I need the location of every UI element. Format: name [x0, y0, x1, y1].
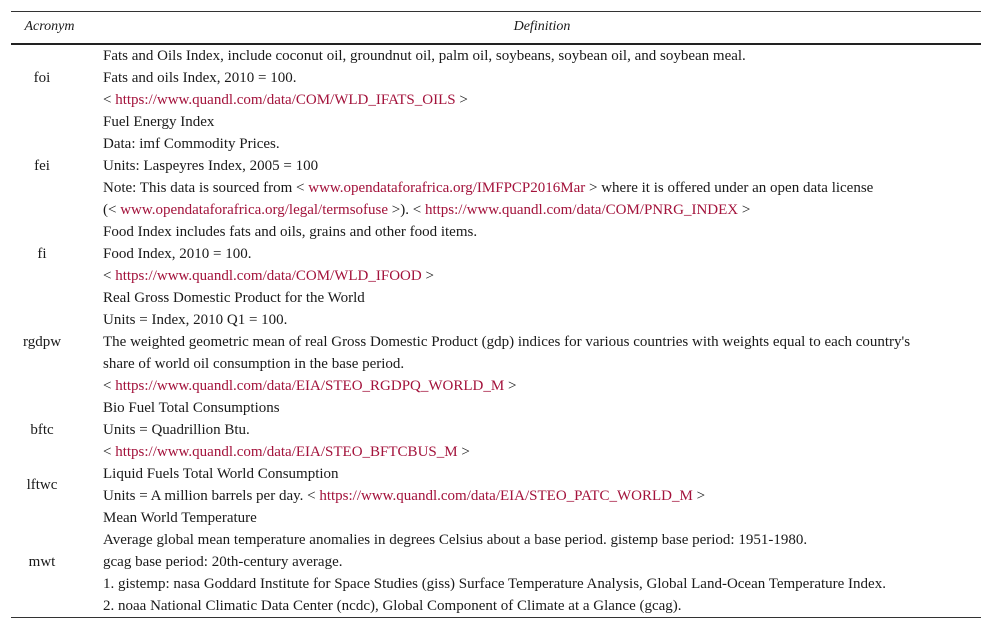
- definition-text: >: [692, 488, 706, 504]
- definition-line: [103, 133, 981, 155]
- url-link[interactable]: https://www.quandl.com/data/COM/WLD_IFATS_OILS: [115, 92, 456, 108]
- header-definition: Definition: [513, 19, 571, 34]
- url-link[interactable]: https://www.quandl.com/data/EIA/STEO_RGDPQ_WORLD_M: [115, 378, 505, 394]
- definition-cell: [103, 397, 981, 463]
- definition-text: Real Gross Domestic Product for the World: [103, 290, 365, 306]
- definition-line: [103, 331, 981, 353]
- definition-text: Mean World Temperature: [103, 510, 257, 526]
- definition-text: > where it is offered under an open data license: [585, 180, 874, 196]
- definition-text: Food Index includes fats and oils, grains and other food items.: [103, 224, 478, 240]
- table-row: [11, 111, 981, 221]
- definition-text: Fats and oils Index, 2010 = 100.: [103, 70, 297, 86]
- definition-text: (<: [103, 202, 121, 218]
- definition-line: [103, 353, 981, 375]
- definition-line: [103, 485, 981, 507]
- table-row: [11, 463, 981, 507]
- definition-line: [103, 221, 981, 243]
- definition-text: >: [738, 202, 751, 218]
- acronym-cell: foi: [33, 69, 51, 86]
- table-row: [11, 45, 981, 111]
- definition-text: Fats and Oils Index, include coconut oil, groundnut oil, palm oil, soybeans, soybean oil, and soybean meal.: [103, 48, 746, 64]
- definition-text: <: [103, 268, 116, 284]
- definition-line: [103, 89, 981, 111]
- definition-line: [103, 155, 981, 177]
- definition-text: Bio Fuel Total Consumptions: [103, 400, 280, 416]
- definition-text: >: [504, 378, 517, 394]
- definition-line: [103, 243, 981, 265]
- table-row: [11, 287, 981, 397]
- table-header: [11, 11, 981, 45]
- definition-cell: [103, 463, 981, 507]
- table-row: [11, 221, 981, 287]
- definition-text: <: [103, 378, 116, 394]
- definition-cell: [103, 287, 981, 397]
- definition-text: Average global mean temperature anomalies in degrees Celsius about a base period. gistemp base period: 1951-1980.: [103, 532, 808, 548]
- acronym-cell: fi: [37, 245, 47, 262]
- acronym-cell: fei: [34, 157, 50, 174]
- definition-line: [103, 551, 981, 573]
- definition-line: [103, 397, 981, 419]
- table-row: [11, 397, 981, 463]
- table-body: [11, 45, 981, 617]
- definition-cell: [103, 111, 981, 221]
- definition-line: [103, 265, 981, 287]
- definition-line: [103, 507, 981, 529]
- acronym-cell: rgdpw: [22, 333, 62, 350]
- url-link[interactable]: www.opendataforafrica.org/legal/termsofuse: [120, 202, 389, 218]
- definition-text: >: [455, 92, 468, 108]
- definition-text: 2. noaa National Climatic Data Center (ncdc), Global Component of Climate at a Glance (gcag).: [103, 598, 682, 614]
- definition-text: Units = Quadrillion Btu.: [103, 422, 250, 438]
- definition-text: share of world oil consumption in the base period.: [103, 356, 405, 372]
- acronym-cell: mwt: [28, 553, 56, 570]
- definition-text: Liquid Fuels Total World Consumption: [103, 466, 339, 482]
- definition-text: Units: Laspeyres Index, 2005 = 100: [103, 158, 319, 174]
- header-acronym: Acronym: [24, 19, 75, 34]
- definition-text: gcag base period: 20th-century average.: [103, 554, 343, 570]
- definition-text: >: [457, 444, 470, 460]
- definition-text: The weighted geometric mean of real Gross Domestic Product (gdp) indices for various countries with weights equal to each country's: [103, 334, 911, 350]
- url-link[interactable]: www.opendataforafrica.org/IMFPCP2016Mar: [308, 180, 586, 196]
- definition-text: Fuel Energy Index: [103, 114, 215, 130]
- url-link[interactable]: https://www.quandl.com/data/COM/WLD_IFOOD: [115, 268, 422, 284]
- url-link[interactable]: https://www.quandl.com/data/COM/PNRG_INDEX: [424, 202, 739, 218]
- acronym-table: [11, 11, 981, 618]
- definition-text: Data: imf Commodity Prices.: [103, 136, 280, 152]
- definition-text: >: [421, 268, 434, 284]
- definition-line: [103, 463, 981, 485]
- acronym-cell: lftwc: [26, 476, 58, 493]
- table-bottom-rule: [11, 617, 981, 618]
- definition-text: 1. gistemp: nasa Goddard Institute for Space Studies (giss) Surface Temperature Analysis, Global Land-Ocean Temperature Index.: [103, 576, 886, 592]
- definition-line: [103, 199, 981, 221]
- url-link[interactable]: https://www.quandl.com/data/EIA/STEO_PATC_WORLD_M: [319, 488, 693, 504]
- definition-line: [103, 573, 981, 595]
- definition-text: <: [103, 92, 116, 108]
- definition-cell: [103, 45, 981, 111]
- definition-line: [103, 111, 981, 133]
- definition-line: [103, 287, 981, 309]
- definition-text: Food Index, 2010 = 100.: [103, 246, 252, 262]
- definition-line: [103, 419, 981, 441]
- definition-line: [103, 67, 981, 89]
- definition-line: [103, 595, 981, 617]
- definition-line: [103, 441, 981, 463]
- acronym-cell: bftc: [30, 421, 54, 438]
- definition-line: [103, 309, 981, 331]
- definition-cell: [103, 507, 981, 617]
- definition-text: Units = A million barrels per day. <: [103, 488, 320, 504]
- url-link[interactable]: https://www.quandl.com/data/EIA/STEO_BFTCBUS_M: [115, 444, 458, 460]
- definition-text: Note: This data is sourced from <: [103, 180, 309, 196]
- definition-line: [103, 177, 981, 199]
- definition-text: Units = Index, 2010 Q1 = 100.: [103, 312, 288, 328]
- table-row: [11, 507, 981, 617]
- definition-line: [103, 45, 981, 67]
- definition-text: >). <: [388, 202, 425, 218]
- definition-line: [103, 529, 981, 551]
- definition-line: [103, 375, 981, 397]
- definition-text: <: [103, 444, 116, 460]
- definition-cell: [103, 221, 981, 287]
